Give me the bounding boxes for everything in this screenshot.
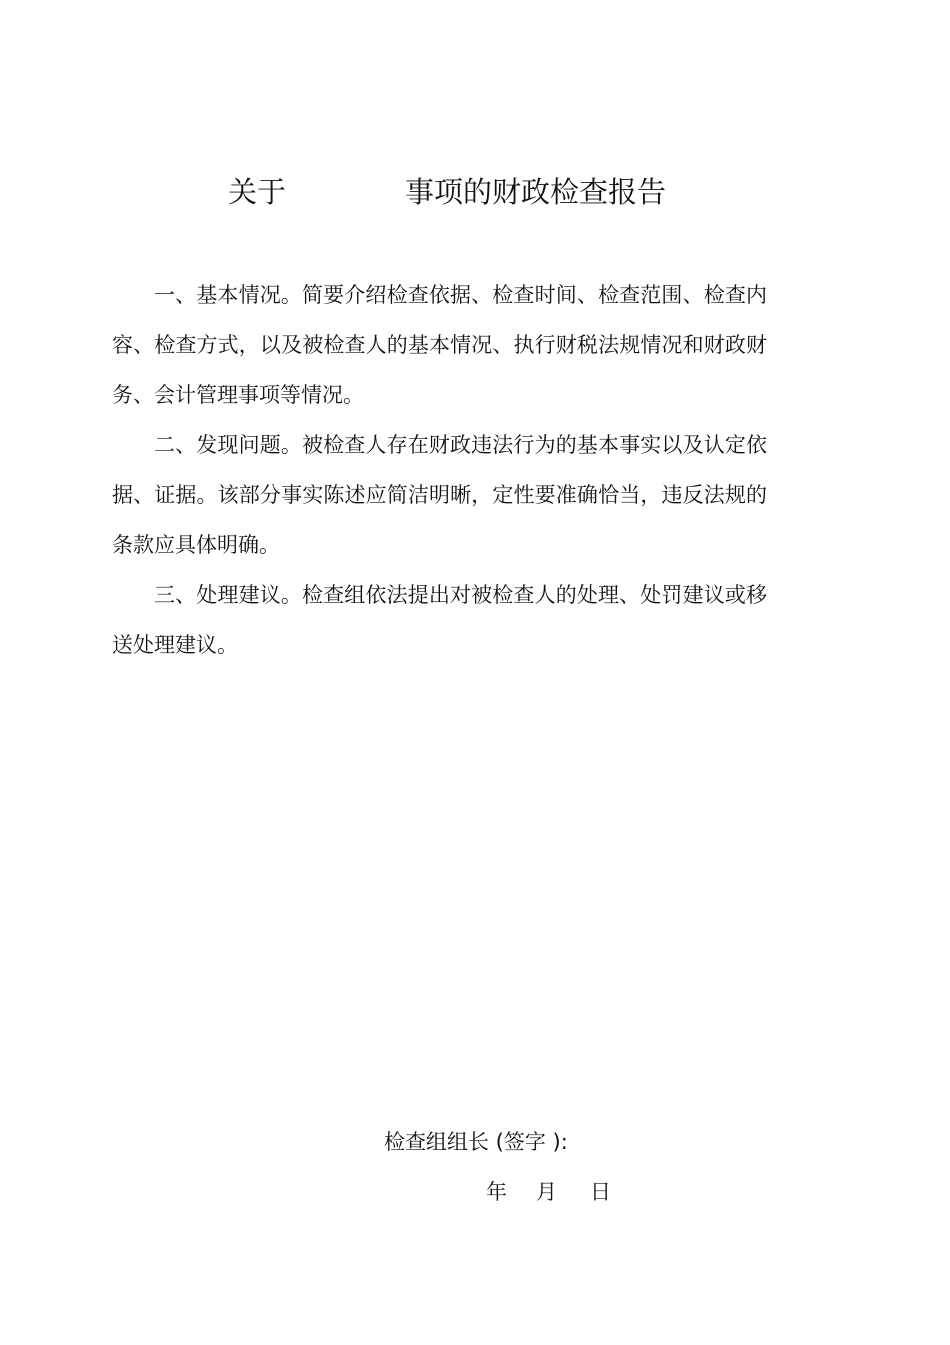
date-year: 年: [486, 1180, 507, 1204]
title-suffix: 事项的财政检查报告: [405, 175, 667, 209]
date-day: 日: [590, 1180, 611, 1204]
report-title: [0, 170, 950, 214]
date-month: 月: [536, 1180, 557, 1204]
paragraph-handling-suggestions: 三、处理建议。检查组依法提出对被检查人的处理、处罚建议或移送处理建议。: [112, 583, 767, 657]
title-prefix: 关于: [228, 175, 287, 209]
signature-line: 检查组组长 (签字 ):: [384, 1130, 568, 1154]
paragraph-problems-found: 二、发现问题。被检查人存在财政违法行为的基本事实以及认定依据、证据。该部分事实陈述应简洁明晰，定性要准确恰当，违反法规的条款应具体明确。: [112, 433, 767, 557]
report-body: [112, 270, 767, 670]
paragraph-basic-situation: 一、基本情况。简要介绍检查依据、检查时间、检查范围、检查内容、检查方式，以及被检查人的基本情况、执行财税法规情况和财政财务、会计管理事项等情况。: [112, 283, 767, 407]
